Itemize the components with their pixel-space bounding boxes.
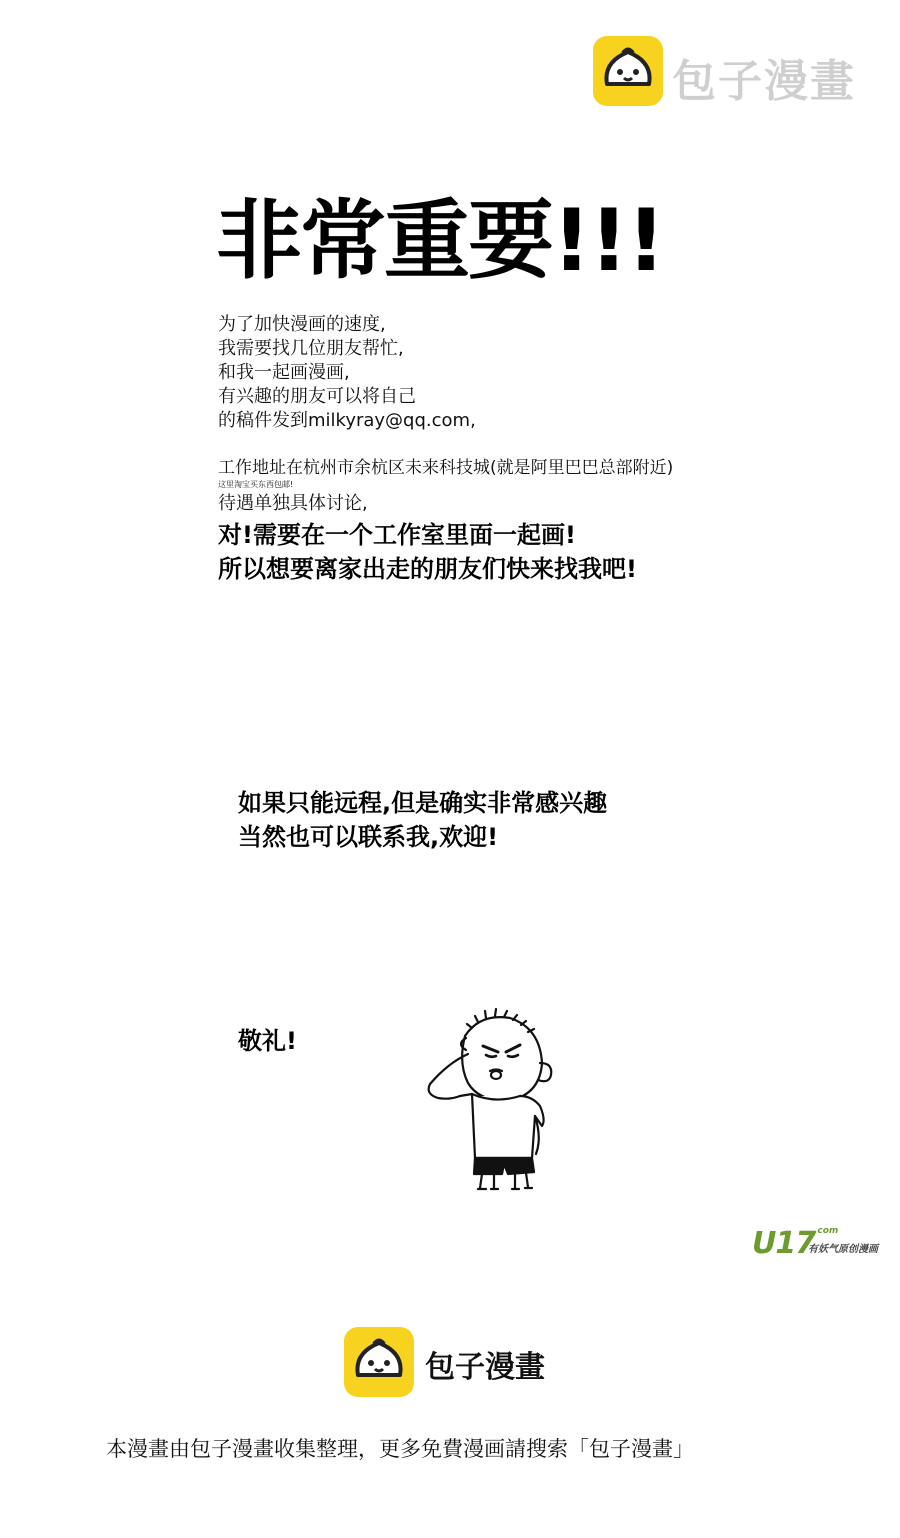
emphasis-line: 所以想要离家出走的朋友们快来找我吧! (218, 555, 637, 583)
headline-title: 非常重要!!! (216, 191, 664, 291)
small-note: 这里淘宝买东西包邮! (218, 480, 294, 489)
intro-line: 和我一起画漫画, (218, 362, 350, 383)
watermark-logo-icon (593, 36, 663, 106)
intro-line: 有兴趣的朋友可以将自己 (218, 386, 416, 407)
saluting-character-illustration (420, 1008, 570, 1193)
footer-logo-icon (344, 1327, 414, 1397)
intro-block (218, 313, 476, 433)
intro-line: 为了加快漫画的速度, (218, 314, 386, 335)
remote-line: 如果只能远程,但是确实非常感兴趣 (238, 789, 608, 817)
emphasis-block (218, 518, 637, 586)
emphasis-line: 对!需要在一个工作室里面一起画! (218, 521, 576, 549)
intro-line: 我需要找几位朋友帮忙, (218, 338, 404, 359)
u17-dotcom: .com (814, 1226, 839, 1236)
salute-text: 敬礼! (238, 1027, 297, 1055)
footer-brand-text: 包子漫畫 (425, 1350, 545, 1385)
intro-line-email: 的稿件发到milkyray@qq.com, (218, 410, 476, 431)
work-address: 工作地址在杭州市余杭区未来科技城(就是阿里巴巴总部附近) (218, 458, 674, 478)
u17-tagline: 有妖气原创漫画 (808, 1244, 878, 1255)
u17-logo-text: U17 (752, 1226, 816, 1261)
u17-logo (752, 1226, 900, 1262)
remote-block (238, 786, 607, 854)
footer-note: 本漫畫由包子漫畫收集整理，更多免費漫画請搜索「包子漫畫」 (106, 1437, 694, 1461)
remote-line: 当然也可以联系我,欢迎! (238, 823, 499, 851)
watermark-brand-text: 包子漫畫 (672, 56, 856, 107)
salary-line: 待遇单独具体讨论, (218, 493, 368, 514)
